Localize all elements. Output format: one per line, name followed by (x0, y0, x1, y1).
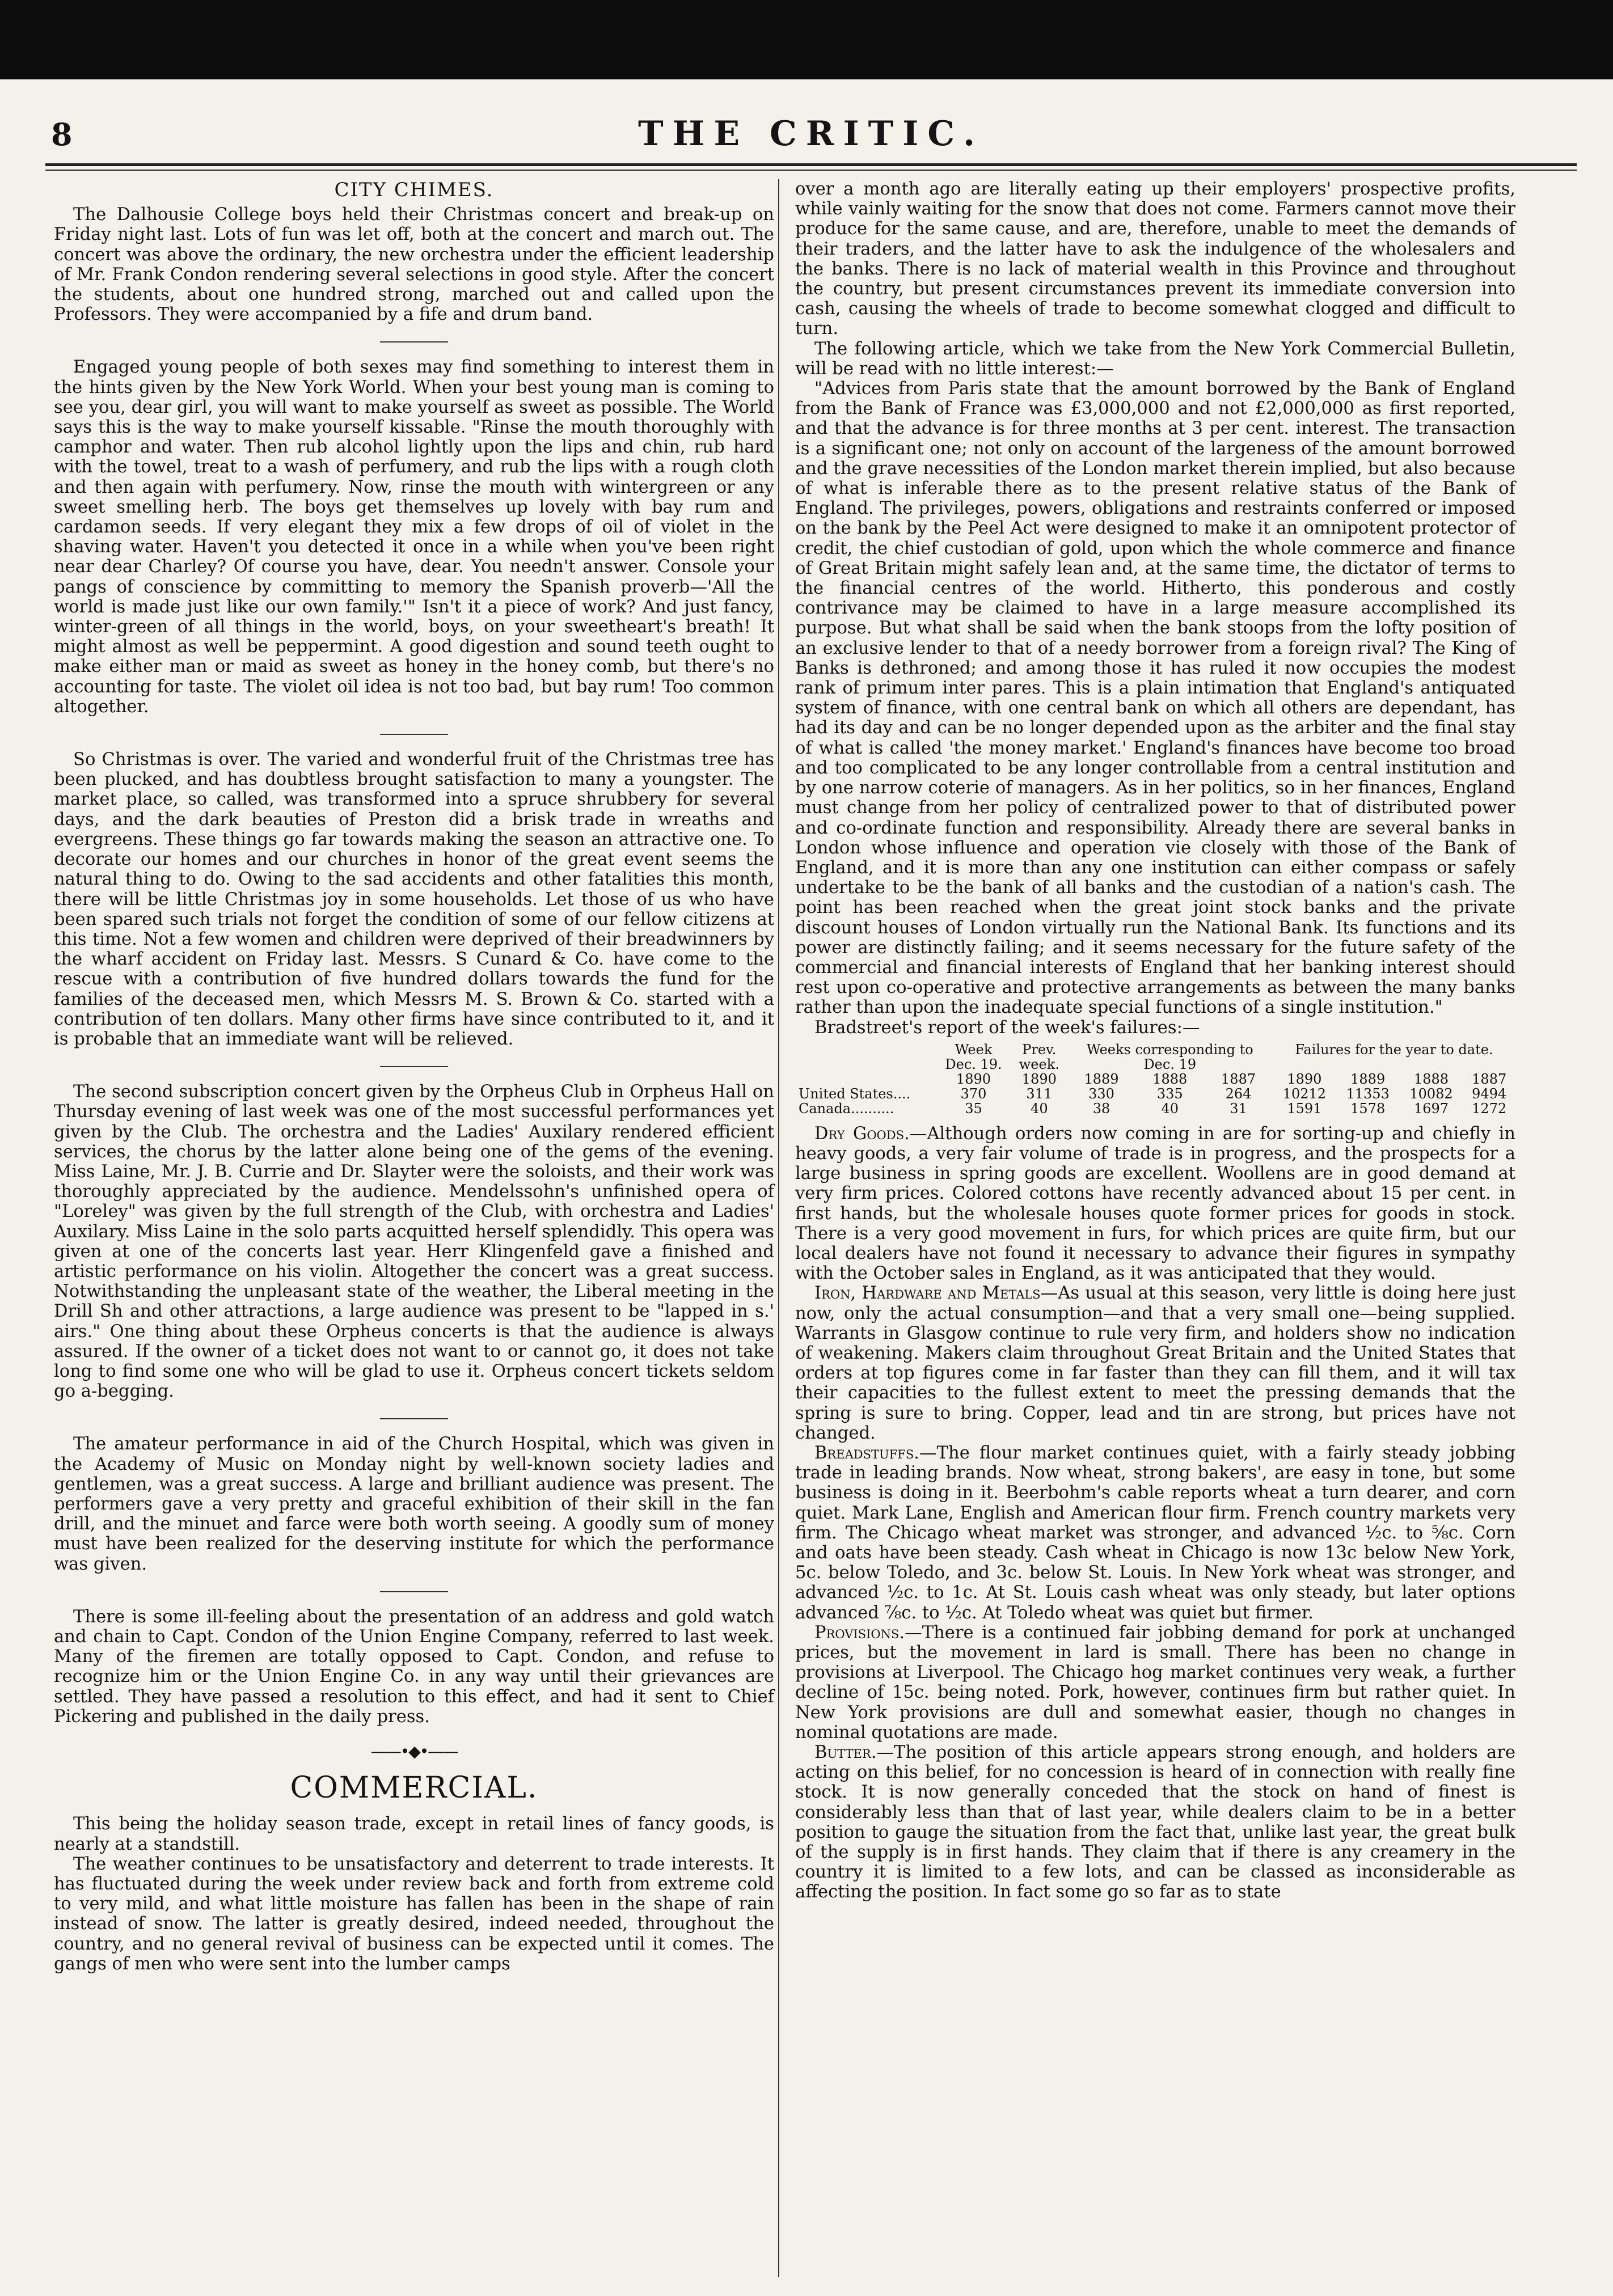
paragraph-breadstuffs (795, 1443, 1515, 1623)
cell: 1591 (1287, 1100, 1322, 1117)
paragraph-hospital: The amateur performance in aid of the Church Hospital, which was given in the Academy of Music on Monday night by well-known society ladies and gentlemen, was a great success. A large and brilliant audience was present. The performers gave a very pretty and graceful exhibition of their skill in the fan drill, and the minuet and farce were both worth seeing. A goodly sum of money must have been realized for the deserving institute for which the performance was given. (54, 1434, 774, 1574)
table-row-years (795, 1072, 1515, 1086)
right-column (795, 179, 1515, 1902)
provisions-keyword: Provisions. (814, 1622, 905, 1643)
year-cell: 1888 (1413, 1071, 1449, 1087)
th-weeks-corr: Weeks corresponding to (1086, 1041, 1253, 1058)
year-cell: 1890 (956, 1071, 991, 1087)
ornament-divider: ——•◆•—— (370, 1742, 458, 1761)
cell: 38 (1092, 1100, 1110, 1117)
th-dec: Dec. 19. (945, 1056, 1002, 1072)
page-number: 8 (51, 116, 73, 153)
dry-goods-keyword: Dry Goods. (814, 1123, 910, 1144)
paragraph-advices: "Advices from Paris state that the amount borrowed by the Bank of England from the Bank of France was £3,000,000 and not £2,000,000 as first reported, and that the advance is for three months at 3 per cent. interest. The transaction is a significant one; not only on account of the largeness of the amount borrowed and the grave necessities of the London market therein implied, but also because of what is inferable there as to the present relative status of the Bank of England. The privileges, powers, obligations and restraints conferred or imposed on the bank by the Peel Act were designed to make it an omnipotent protector of credit, the chief custodian of gold, upon which the whole commerce and finance of Great Britain might safely lean and, at the same time, the dictator of terms to the financial centres of the world. Hitherto, this ponderous and costly contrivance may be claimed to have in a large measure accomplished its purpose. But what shall be said when the bank stoops from the lofty position of an exclusive lender to that of a needy borrower from a foreign rival? The King of Banks is dethroned; and among those it has ruled it now occupies the modest rank of primum inter pares. This is a plain intimation that England's antiquated system of finance, with one central bank on which all others are dependant, has had its day and can be no longer depended upon as the arbiter and the final stay of what is called 'the money market.' England's finances have become too broad and too complicated to be any longer controllable from a central institution and by one narrow coterie of managers. As in her politics, so in her finances, England must change from her policy of centralized power to that of distributed power and co-ordinate function and responsibility. Already there are several banks in London whose influence and operation vie closely with those of the Bank of England, and it is more than any one institution can either compass or safely undertake to be the bank of all banks and the custodian of a nation's cash. The point has been reached when the great joint stock banks and the private discount houses of London virtually run the National Bank. Its functions and its power are distinctly failing; and it seems necessary for the future safety of the commercial and financial interests of England that her banking interest should rest upon co-operative and protective arrangements as between the many banks rather than upon the inadequate special functions of a single institution." (795, 379, 1515, 1018)
cell: 311 (1026, 1085, 1053, 1102)
year-cell: 1888 (1152, 1071, 1188, 1087)
left-column (54, 179, 774, 1974)
cell: 330 (1088, 1085, 1114, 1102)
header-rule-thin (45, 170, 1577, 171)
page-header (45, 116, 1577, 162)
paragraph-christmas: So Christmas is over. The varied and wonderful fruit of the Christmas tree has been plucked, and has doubtless brought satisfaction to many a youngster. The market place, so called, was transformed into a spruce shrubbery for several days, and the dark beauties of Preston did a brisk trade in wreaths and evergreens. These things go far towards making the season an attractive one. To decorate our homes and our churches in honor of the great event seems the natural thing to do. Owing to the sad accidents and other fatalities this month, there will be little Christmas joy in some households. Let those of us who have been spared such trials not forget the condition of some of our fellow citizens at this time. Not a few women and children were deprived of their breadwinners by the wharf accident on Friday last. Messrs. S Cunard & Co. have come to the rescue with a contribution of five hundred dollars towards the fund for the families of the deceased men, which Messrs M. S. Brown & Co. started with a contribution of ten dollars. Many other firms have since contributed to it, and it is probable that an immediate want will be relieved. (54, 750, 774, 1049)
cell: 35 (965, 1100, 982, 1117)
masthead-title: THE CRITIC. (638, 114, 984, 154)
paragraph-orpheus: The second subscription concert given by the Orpheus Club in Orpheus Hall on Thursday evening of last week was one of the most successful performances yet given by the Club. The orchestra and the Ladies' Auxilary rendered efficient services, the chorus by the latter alone being one of the gems of the evening. Miss Laine, Mr. J. B. Currie and Dr. Slayter were the soloists, and their work was thoroughly appreciated by the audience. Mendelssohn's unfinished opera of "Loreley" was given by the full strength of the Club, with orchestra and Ladies' Auxilary. Miss Laine in the solo parts acquitted herself splendidly. This opera was given at one of the concerts last year. Herr Klingenfeld gave a finished and artistic performance on his violin. Altogether the concert was a great success. Notwithstanding the unpleasant state of the weather, the Liberal meeting in the Drill Sh and other attractions, a large audience was present to be "lapped in s.' airs." One thing about these Orpheus concerts is that the audience is always assured. If the owner of a ticket does not want to or cannot go, it does not take long to find some one who will be glad to use it. Orpheus concert tickets seldom go a-begging. (54, 1082, 774, 1402)
paragraph-provisions (795, 1623, 1515, 1743)
table-row (795, 1101, 1515, 1116)
year-cell: 1887 (1472, 1071, 1507, 1087)
cell: 31 (1230, 1100, 1247, 1117)
paragraph-condon: There is some ill-feeling about the presentation of an address and gold watch and chain to Capt. Condon of the Union Engine Company, referred to last week. Many of the firemen are totally opposed to Capt. Condon, and refuse to recognize him or the Union Engine Co. in any way until their grievances are settled. They have passed a resolution to this effect, and had it sent to Chief Pickering and published in the daily press. (54, 1606, 774, 1727)
failures-table (795, 1042, 1515, 1116)
city-chimes-heading: CITY CHIMES. (334, 179, 494, 201)
row-label: United States.... (799, 1085, 911, 1102)
th-week2: week. (1019, 1056, 1059, 1072)
cell: 40 (1031, 1100, 1048, 1117)
paragraph-engaged: Engaged young people of both sexes may find something to interest them in the hints given by the New York World. When your best young man is coming to see you, dear girl, you will want to make yourself as sweet as possible. The World says this is the way to make yourself kissable. "Rinse the mouth thoroughly with camphor and water. Then rub alcohol lightly upon the lips and chin, rub hard with the towel, treat to a wash of perfumery, and rub the lips with a rough cloth and then again with perfumery. Now, rinse the mouth with wintergreen or any sweet smelling herb. The boys get themselves up lovely with bay rum and cardamon seeds. If very elegant they mix a few drops of oil of violet in the shaving water. Haven't you detected it once in a while when you've been right near dear Charley? Of course you have, dear. You needn't answer. Console your pangs of conscience by committing to memory the Spanish proverb—'All the world is made just like our own family.'" Isn't it a piece of work? And just fancy, winter-green of all things in the world, boys, on your sweetheart's breath! It might almost as well be peppermint. A good digestion and sound teeth ought to make either man or maid as sweet as honey in the honey comb, but there's no accounting for taste. The violet oil idea is not too bad, but bay rum! Too common altogether. (54, 357, 774, 717)
paragraph-weather: The weather continues to be unsatisfactory and deterrent to trade interests. It has fluctuated during the week under review back and forth from extreme cold to very mild, and what little moisture has fallen has been in the shape of rain instead of snow. The latter is greatly desired, indeed needed, throughout the country, and no general revival of business can be expected until it comes. The gangs of men who were sent into the lumber camps (54, 1854, 774, 1974)
cell: 335 (1156, 1085, 1183, 1102)
cell: 370 (960, 1085, 987, 1102)
separator (380, 1418, 448, 1419)
year-cell: 1887 (1221, 1071, 1256, 1087)
cell: 10212 (1282, 1085, 1327, 1102)
butter-keyword: Butter. (814, 1743, 877, 1763)
scan-top-bar (0, 0, 1613, 79)
th-prev: Prev. (1022, 1041, 1057, 1058)
cell: 264 (1225, 1085, 1252, 1102)
row-label: Canada.......... (799, 1100, 894, 1117)
paragraph-lumber-cont: over a month ago are literally eating up their employers' prospective profits, while vainly waiting for the snow that does not come. Farmers cannot move their produce for the same cause, and are, therefore, unable to meet the demands of their traders, and the latter have to ask the indulgence of the wholesalers and the banks. There is no lack of material wealth in this Province and throughout the country, but present circumstances prevent its immediate conversion into cash, causing the wheels of trade to become somewhat clogged and difficult to turn. (795, 179, 1515, 339)
cell: 11353 (1346, 1085, 1390, 1102)
th-week: Week (955, 1041, 993, 1058)
cell: 1697 (1413, 1100, 1449, 1117)
paragraph-following: The following article, which we take from the New York Commercial Bulletin, will be read with no little interest:— (795, 339, 1515, 379)
breadstuffs-text: —The flour market continues quiet, with a fairly steady jobbing trade in leading brands. Now wheat, strong bakers', are easy in tone, but some business is doing in it. Beerbohm's cable reports wheat a turn dearer, and corn quiet. Mark Lane, English and American flour firm. French country markets very firm. The Chicago wheat market was stronger, and advanced ½c. to ⅝c. Corn and oats have been steady. Cash wheat in Chicago is now 13c below New York, 5c. below Toledo, and 3c. below St. Louis. In New York wheat was stronger, and advanced ½c. to 1c. At St. Louis cash wheat was only steady, but later options advanced ⅞c. to ½c. At Toledo wheat was quiet but firmer. (795, 1443, 1515, 1623)
year-cell: 1890 (1287, 1071, 1322, 1087)
year-cell: 1889 (1084, 1071, 1119, 1087)
separator (380, 734, 448, 735)
column-divider (778, 179, 779, 2277)
separator (380, 1591, 448, 1592)
paragraph-bradstreet: Bradstreet's report of the week's failures:— (814, 1017, 1200, 1038)
breadstuffs-keyword: Breadstuffs. (814, 1443, 919, 1463)
header-rule (45, 163, 1577, 166)
cell: 10082 (1409, 1085, 1453, 1102)
paragraph-iron (795, 1283, 1515, 1443)
th-failures: Failures for the year to date. (1295, 1041, 1493, 1058)
cell: 40 (1161, 1100, 1179, 1117)
table-row (795, 1086, 1515, 1101)
dry-goods-text: —Although orders now coming in are for sorting-up and chiefly in heavy goods, a very fair volume of trade is in progress, and the prospects for a large business in spring goods are excellent. Woollens are in good demand at very firm prices. Colored cottons have recently advanced about 15 per cent. in first hands, but the wholesale houses quote former prices for goods in stock. There is a very good movement in furs, for which prices are quite firm, but our local dealers have not found it necessary to advance their figures in sympathy with the October sales in England, as it was anticipated that they would. (795, 1123, 1515, 1284)
paragraph-dry-goods (795, 1124, 1515, 1284)
cell: 9494 (1472, 1085, 1507, 1102)
iron-text: —As usual at this season, very little is doing here just now, only the actual consumption—and that a very small one—being supplied. Warrants in Glasgow continue to rule very firm, and holders show no indication of weakening. Makers claim throughout Great Britain and the United States that orders at top figures come in far faster than they can fill them, and it will tax their capacities to the fullest extent to meet the pressing demands that the spring is sure to bring. Copper, lead and tin are strong, but prices have not changed. (795, 1283, 1515, 1443)
iron-keyword: Iron, Hardware and Metals (814, 1283, 1041, 1304)
year-cell: 1890 (1021, 1071, 1057, 1087)
th-dec-range: Dec. 19 (1143, 1056, 1197, 1072)
paragraph-dalhousie: The Dalhousie College boys held their Christmas concert and break-up on Friday night last. Lots of fun was let off, both at the concert and march out. The concert was above the ordinary, the new orchestra under the efficient leadership of Mr. Frank Condon rendering several selections in good style. After the concert the students, about one hundred strong, marched out and called upon the Professors. They were accompanied by a fife and drum band. (54, 205, 774, 325)
butter-text: —The position of this article appears strong enough, and holders are acting on this belief, for no concession is heard of in connection with really fine stock. It is now generally conceded that the stock on hand of finest is considerably less than that of last year, while dealers claim to be in a better position to gauge the situation from the fact that, unlike last year, the great bulk of the supply is in first hands. They claim that if there is any creamery in the country it is limited to a few lots, and can be classed as inconsiderable as affecting the position. In fact some go so far as to state (795, 1743, 1515, 1902)
paragraph-butter (795, 1743, 1515, 1902)
separator (380, 1066, 448, 1067)
separator (380, 341, 448, 343)
year-cell: 1889 (1350, 1071, 1386, 1087)
commercial-heading: COMMERCIAL. (290, 1771, 538, 1805)
paragraph-holiday: This being the holiday season trade, except in retail lines of fancy goods, is nearly at a standstill. (54, 1814, 774, 1854)
cell: 1272 (1472, 1100, 1507, 1117)
cell: 1578 (1350, 1100, 1386, 1117)
provisions-text: —There is a continued fair jobbing demand for pork at unchanged prices, but the movement in lard is small. There has been no change in provisions at Liverpool. The Chicago hog market continues very weak, a further decline of 15c. being noted. Pork, however, continues firm but rather quiet. In New York provisions are dull and somewhat easier, though no changes in nominal quotations are made. (795, 1622, 1515, 1743)
